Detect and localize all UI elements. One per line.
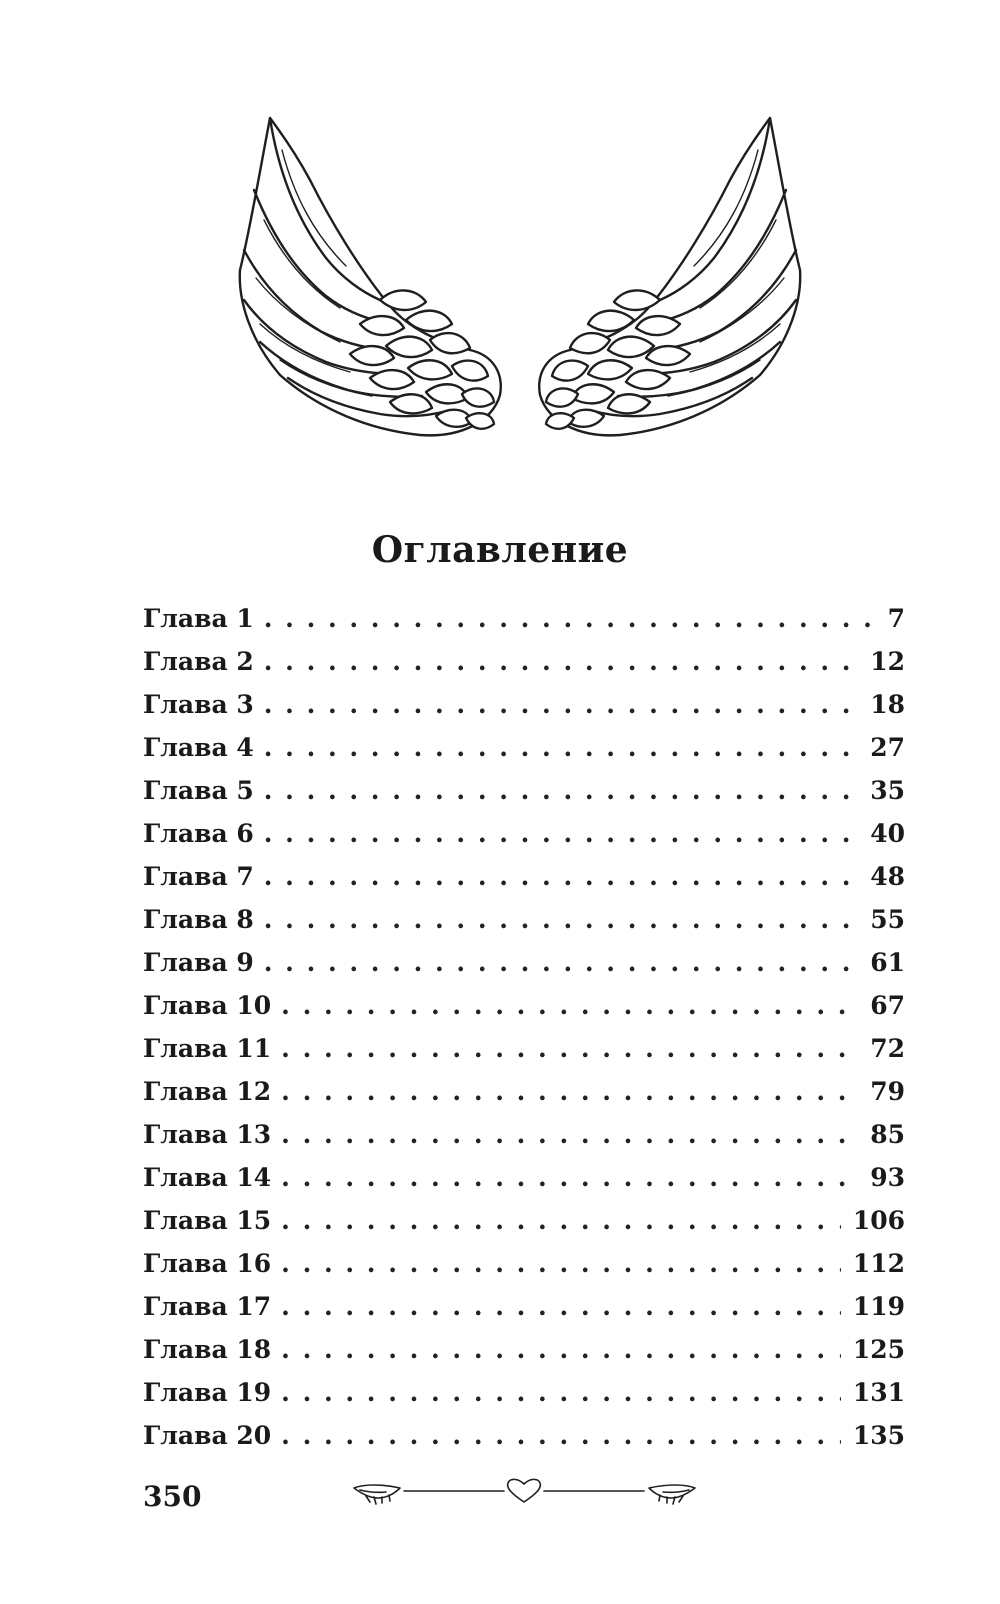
- toc-entry[interactable]: [143, 604, 905, 647]
- toc-entry-page: 12: [870, 647, 905, 676]
- toc-entry[interactable]: [143, 690, 905, 733]
- toc-entry-page: 112: [852, 1249, 905, 1278]
- angel-wings-icon: [230, 110, 810, 455]
- toc-entry-page: 131: [852, 1378, 905, 1407]
- dot-leader: [264, 862, 858, 891]
- toc-entry-label: Глава 5: [143, 776, 254, 805]
- toc-entry-page: 61: [870, 948, 905, 977]
- toc-entry-page: 125: [852, 1335, 905, 1364]
- toc-entry-label: Глава 12: [143, 1077, 272, 1106]
- toc-entry-page: 55: [870, 905, 905, 934]
- dot-leader: [281, 1421, 841, 1450]
- toc-entry-label: Глава 3: [143, 690, 254, 719]
- toc-entry[interactable]: [143, 1034, 905, 1077]
- toc-entry[interactable]: [143, 991, 905, 1034]
- toc-entry-page: 106: [852, 1206, 905, 1235]
- page-number: 350: [143, 1480, 202, 1513]
- toc-entry-page: 35: [870, 776, 905, 805]
- dot-leader: [264, 948, 858, 977]
- toc-entry[interactable]: [143, 1292, 905, 1335]
- toc-entry-label: Глава 7: [143, 862, 254, 891]
- toc-entry-label: Глава 14: [143, 1163, 272, 1192]
- page-title: Оглавление: [371, 529, 629, 572]
- toc-entry-page: 79: [870, 1077, 905, 1106]
- toc-entry[interactable]: [143, 1335, 905, 1378]
- dot-leader: [281, 991, 858, 1020]
- toc-entry-page: 93: [870, 1163, 905, 1192]
- toc-entry-label: Глава 19: [143, 1378, 272, 1407]
- dot-leader: [281, 1335, 841, 1364]
- table-of-contents: [143, 604, 905, 1464]
- toc-entry-page: 72: [870, 1034, 905, 1063]
- toc-entry[interactable]: [143, 1077, 905, 1120]
- dot-leader: [281, 1034, 858, 1063]
- toc-entry[interactable]: [143, 905, 905, 948]
- toc-entry[interactable]: [143, 1249, 905, 1292]
- toc-entry[interactable]: [143, 733, 905, 776]
- toc-entry-label: Глава 1: [143, 604, 254, 633]
- toc-entry-page: 67: [870, 991, 905, 1020]
- dot-leader: [281, 1249, 841, 1278]
- dot-leader: [264, 819, 858, 848]
- toc-entry-label: Глава 4: [143, 733, 254, 762]
- toc-entry-page: 18: [870, 690, 905, 719]
- dot-leader: [264, 647, 858, 676]
- dot-leader: [281, 1378, 841, 1407]
- toc-entry[interactable]: [143, 776, 905, 819]
- toc-entry-page: 48: [870, 862, 905, 891]
- dot-leader: [281, 1163, 858, 1192]
- dot-leader: [264, 690, 858, 719]
- toc-entry-label: Глава 6: [143, 819, 254, 848]
- toc-entry-label: Глава 2: [143, 647, 254, 676]
- toc-entry-page: 135: [852, 1421, 905, 1450]
- toc-entry[interactable]: [143, 1163, 905, 1206]
- toc-entry-page: 119: [852, 1292, 905, 1321]
- toc-entry[interactable]: [143, 862, 905, 905]
- dot-leader: [281, 1077, 858, 1106]
- dot-leader: [264, 776, 858, 805]
- toc-entry-page: 85: [870, 1120, 905, 1149]
- toc-entry-label: Глава 20: [143, 1421, 272, 1450]
- wings-heart-divider-icon: [352, 1472, 697, 1512]
- dot-leader: [264, 905, 858, 934]
- toc-entry-page: 7: [887, 604, 905, 633]
- dot-leader: [281, 1292, 841, 1321]
- dot-leader: [264, 733, 858, 762]
- toc-entry-label: Глава 16: [143, 1249, 272, 1278]
- toc-entry-label: Глава 10: [143, 991, 272, 1020]
- toc-entry[interactable]: [143, 1378, 905, 1421]
- dot-leader: [264, 604, 876, 633]
- toc-entry-label: Глава 18: [143, 1335, 272, 1364]
- toc-entry-page: 27: [870, 733, 905, 762]
- toc-entry[interactable]: [143, 819, 905, 862]
- toc-entry-label: Глава 8: [143, 905, 254, 934]
- toc-entry[interactable]: [143, 647, 905, 690]
- toc-entry[interactable]: [143, 948, 905, 991]
- toc-entry[interactable]: [143, 1206, 905, 1249]
- toc-entry-label: Глава 11: [143, 1034, 272, 1063]
- toc-entry-label: Глава 15: [143, 1206, 272, 1235]
- dot-leader: [281, 1120, 858, 1149]
- toc-entry-label: Глава 17: [143, 1292, 272, 1321]
- toc-entry[interactable]: [143, 1120, 905, 1163]
- dot-leader: [281, 1206, 841, 1235]
- toc-entry-page: 40: [870, 819, 905, 848]
- toc-entry[interactable]: [143, 1421, 905, 1464]
- toc-entry-label: Глава 13: [143, 1120, 272, 1149]
- toc-entry-label: Глава 9: [143, 948, 254, 977]
